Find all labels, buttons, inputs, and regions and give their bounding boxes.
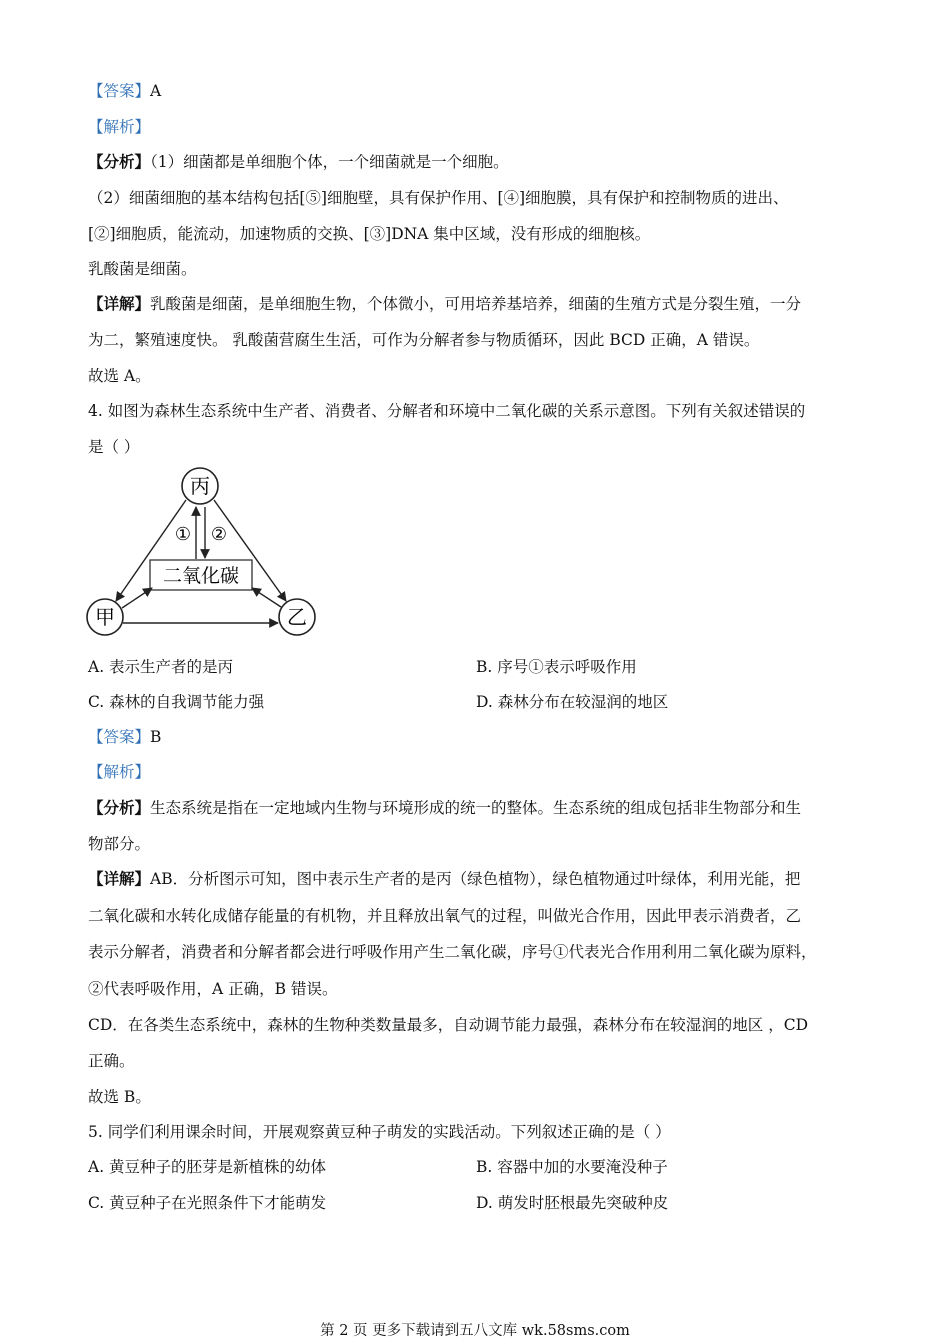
q4-fenxi-line2: 物部分。 <box>88 835 151 853</box>
arrow-left-to-co2 <box>122 588 152 608</box>
arrow-right-to-co2 <box>252 588 281 607</box>
q5-option-b: B. 容器中加的水要淹没种子 <box>476 1158 668 1176</box>
node-right <box>279 599 315 635</box>
node-left <box>87 599 123 635</box>
q4-detail-text-line: 正确。 <box>88 1052 135 1070</box>
q4-stem-line2: 是（ ） <box>88 438 140 456</box>
q3-text-line: 乳酸菌是细菌。 <box>88 260 197 278</box>
q4-detail-text: AB．分析图示可知，图中表示生产者的是丙（绿色植物），绿色植物通过叶绿体，利用光能，把 <box>150 870 801 888</box>
q4-detail-tag: 【详解】 <box>88 869 151 888</box>
node-top-label: 丙 <box>190 474 210 498</box>
q3-fenxi-text: （1）细菌都是单细胞个体，一个细菌就是一个细胞。 <box>150 153 509 171</box>
q4-option-a: A. 表示生产者的是丙 <box>88 658 234 676</box>
q3-detail-line <box>88 294 801 314</box>
node-right-label: 乙 <box>287 605 307 629</box>
q4-option-b: B. 序号①表示呼吸作用 <box>476 658 637 676</box>
q4-detail-text-line: 表示分解者，消费者和分解者都会进行呼吸作用产生二氧化碳，序号①代表光合作用利用二氧化碳为原料， <box>88 943 817 961</box>
q3-text-line: （2）细菌细胞的基本结构包括[⑤]细胞壁，具有保护作用、[④]细胞膜，具有保护和控制物质的进出、 <box>88 189 789 207</box>
q3-analysis-tag: 【解析】 <box>88 118 151 136</box>
q4-option-d: D. 森林分布在较湿润的地区 <box>476 693 669 711</box>
q5-option-d: D. 萌发时胚根最先突破种皮 <box>476 1194 669 1212</box>
q4-stem-line1: 4. 如图为森林生态系统中生产者、消费者、分解者和环境中二氧化碳的关系示意图。下列有关叙述错误的 <box>88 402 806 420</box>
q4-conclusion: 故选 B。 <box>88 1088 151 1106</box>
q4-answer-tag: 【答案】 <box>88 728 151 746</box>
arrow2-label: ② <box>210 524 228 545</box>
q3-text-line: [②]细胞质，能流动，加速物质的交换、[③]DNA 集中区域，没有形成的细胞核。 <box>88 225 651 243</box>
node-top <box>182 468 218 504</box>
q3-fenxi-tag: 【分析】 <box>88 152 151 171</box>
node-left-label: 甲 <box>95 605 115 629</box>
q4-fenxi-text: 生态系统是指在一定地域内生物与环境形成的统一的整体。生态系统的组成包括非生物部分和生 <box>150 799 802 817</box>
co2-label: 二氧化碳 <box>162 565 240 587</box>
q4-detail-text-line: CD．在各类生态系统中，森林的生物种类数量最多，自动调节能力最强，森林分布在较湿润的地区 ，CD <box>88 1016 809 1034</box>
q4-answer-line <box>88 727 161 747</box>
q5-option-a: A. 黄豆种子的胚芽是新植株的幼体 <box>88 1158 327 1176</box>
q3-answer-value: A <box>150 82 162 100</box>
q3-detail-tag: 【详解】 <box>88 294 151 313</box>
q3-answer-tag: 【答案】 <box>88 82 151 100</box>
q4-fenxi-tag: 【分析】 <box>88 798 151 817</box>
q3-fenxi-line <box>88 152 509 172</box>
q3-conclusion: 故选 A。 <box>88 367 151 385</box>
q5-stem: 5. 同学们利用课余时间，开展观察黄豆种子萌发的实践活动。下列叙述正确的是（ ） <box>88 1123 671 1141</box>
q3-detail-text: 乳酸菌是细菌，是单细胞生物，个体微小，可用培养基培养，细菌的生殖方式是分裂生殖，一分 <box>150 295 802 313</box>
q3-answer-line <box>88 81 161 101</box>
q4-detail-line <box>88 869 800 889</box>
q3-detail-line2: 为二，繁殖速度快。 乳酸菌营腐生生活，可作为分解者参与物质循环，因此 BCD 正确，A 错误。 <box>88 331 760 349</box>
q4-option-c: C. 森林的自我调节能力强 <box>88 693 265 711</box>
co2-box <box>150 560 252 590</box>
page-footer: 第 2 页 更多下载请到五八文库 wk.58sms.com <box>320 1323 630 1339</box>
q4-fenxi-line <box>88 798 801 818</box>
q4-answer-value: B <box>150 728 162 746</box>
q4-detail-text-line: 二氧化碳和水转化成储存能量的有机物，并且释放出氧气的过程，叫做光合作用，因此甲表示消费者，乙 <box>88 907 802 925</box>
carbon-cycle-diagram <box>80 462 330 642</box>
q4-detail-text-line: ②代表呼吸作用，A 正确，B 错误。 <box>88 980 338 998</box>
arrow1-label: ① <box>174 524 192 545</box>
q4-analysis-tag: 【解析】 <box>88 763 151 781</box>
q5-option-c: C. 黄豆种子在光照条件下才能萌发 <box>88 1194 327 1212</box>
